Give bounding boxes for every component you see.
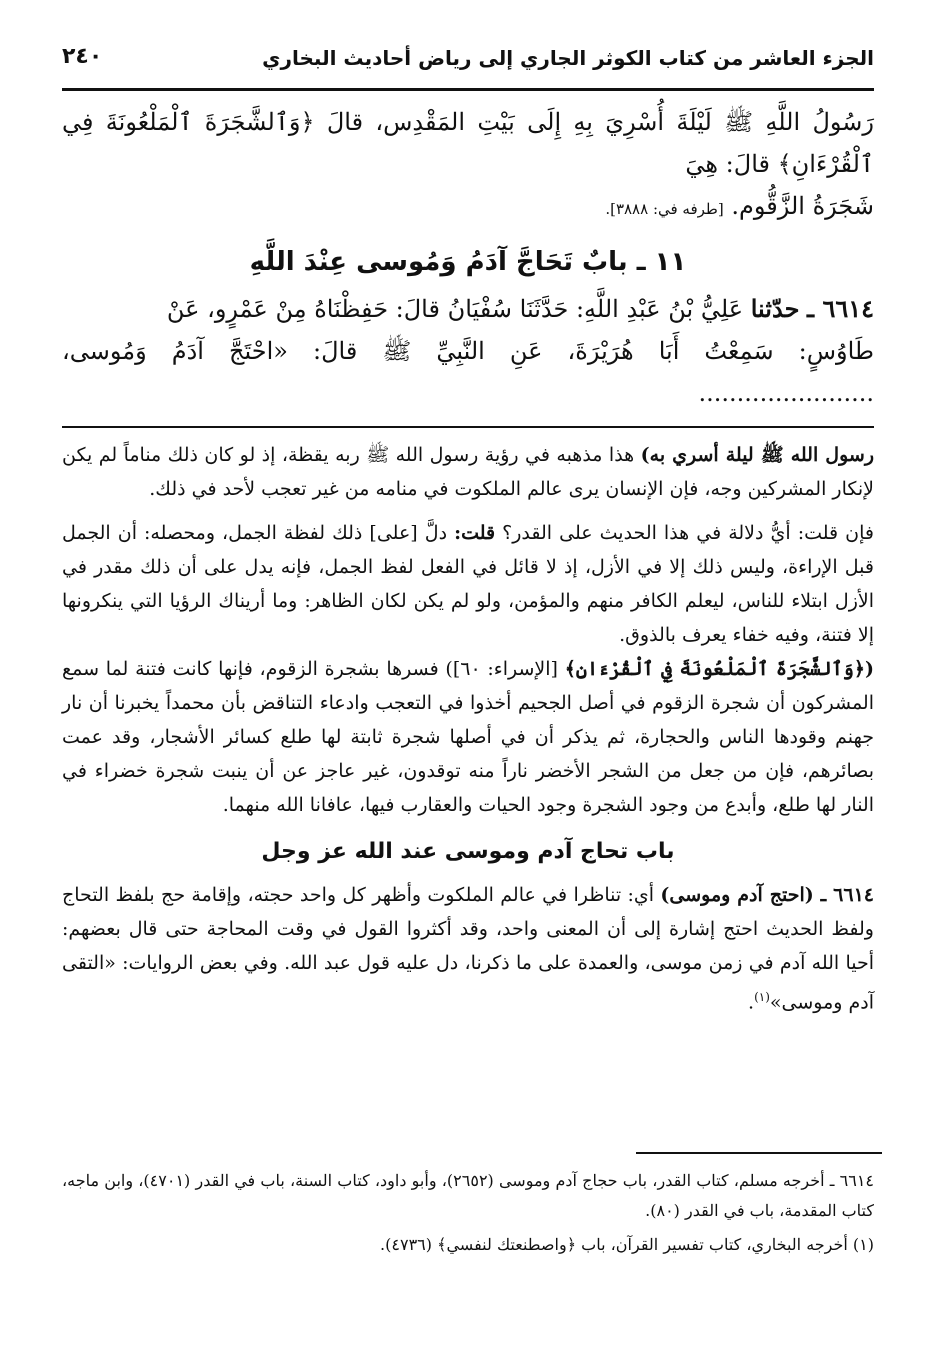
commentary-text: أي: تناظرا في عالم الملكوت وأظهر كل واحد حجته، وإقامة حج بلفظ التحاج ولفظ الحديث احتج إشارة إلى أن المعنى واحد، وقد أكثروا القول في وقت المحاجة حتى قال بعضهم: أحيا الله آدم في زمن موسى، والعمدة على ما ذكرنا، دل عليه قول عبد الله. وفي بعض الروايات: «التقى آدم وموسى» bbox=[62, 884, 874, 1014]
commentary-lemma: (﴿وَٱلشَّجَرَةَ ٱلْمَلْعُونَةَ فِي ٱلْقُرْءَانِ﴾ bbox=[564, 658, 874, 680]
page-header bbox=[62, 38, 874, 88]
footnote-ref: (١) bbox=[754, 990, 770, 1004]
hadith-lead: حدّثنا bbox=[750, 294, 800, 323]
page-number: ٢٤٠ bbox=[62, 44, 103, 69]
ellipsis-dots: ....................... bbox=[698, 379, 874, 407]
commentary-paragraph bbox=[62, 516, 874, 652]
commentary-lemma: قلت: bbox=[454, 522, 496, 544]
commentary-paragraph bbox=[62, 652, 874, 822]
footnote-rule bbox=[636, 1152, 882, 1154]
page bbox=[62, 38, 874, 1019]
footnotes bbox=[62, 1166, 874, 1264]
commentary-text: . bbox=[748, 991, 755, 1014]
footnote: ٦٦١٤ ـ أخرجه مسلم، كتاب القدر، باب حجاج آدم وموسى (٢٦٥٢)، وأبو داود، كتاب السنة، باب في القدر (٤٧٠١)، وابن ماجه، كتاب المقدمة، باب في القدر (٨٠). bbox=[62, 1171, 874, 1220]
chapter-title: ١١ ـ بابٌ تَحَاجَّ آدَمُ وَمُوسى عِنْدَ اللَّهِ bbox=[249, 247, 687, 277]
commentary-paragraph bbox=[62, 438, 874, 506]
hadith-6614 bbox=[62, 288, 874, 414]
commentary-text: [الإسراء: ٦٠]) فسرها بشجرة الزقوم، فإنها كانت فتنة لما سمع المشركون أن شجرة الزقوم في أصل الجحيم أخذوا في التعجب وادعاء التناقض بأن محمداً يخبرنا أن نار جهنم وقودها الناس والحجارة، ثم يذكر أن في أصلها شجرة ثابتة لها طلع كسائر الأشجار، وقد عمت بصائرهم، فإن من جعل من الشجر الأخضر ناراً منه توقدون، غير عاجز عن أن ينبت شجرة خضراء في النار لها طلع، وأبدع من وجود الشجرة وجود الحيات والعقارب فيها، عافانا الله منهما. bbox=[62, 658, 874, 816]
commentary bbox=[62, 438, 874, 1019]
commentary-chapter-title: باب تحاج آدم وموسى عند الله عز وجل bbox=[261, 839, 675, 864]
commentary-paragraph bbox=[62, 878, 874, 1019]
commentary-lemma: ٦٦١٤ ـ (احتج آدم وموسى) bbox=[660, 884, 874, 906]
hadith-6614-line-2: طَاوُسٍ: سَمِعْتُ أَبَا هُرَيْرَةَ، عَنِ النَّبِيِّ ﷺ قالَ: «احْتَجَّ آدَمُ وَمُوسى، bbox=[62, 337, 874, 365]
hadith-number: ٦٦١٤ ـ bbox=[807, 294, 874, 323]
footnote: (١) أخرجه البخاري، كتاب تفسير القرآن، باب ﴿واصطنعتك لنفسي﴾ (٤٧٣٦). bbox=[380, 1235, 874, 1254]
hadith-line-2: شَجَرَةُ الزَّقُّوم. bbox=[731, 192, 874, 220]
hadith-continuation bbox=[62, 101, 874, 230]
hadith-6614-line-1: عَلِيُّ بْنُ عَبْدِ اللَّهِ: حَدَّثَنَا سُفْيَانُ قالَ: حَفِظْنَاهُ مِنْ عَمْرٍو، عَنْ bbox=[166, 295, 744, 323]
tarf-note: [طرفه في: ٣٨٨٨]. bbox=[605, 200, 724, 218]
hadith-line-1: رَسُولُ اللَّهِ ﷺ لَيْلَةَ أُسْرِيَ بِهِ إِلَى بَيْتِ المَقْدِس، قالَ ﴿وَٱلشَّجَرَةَ ٱلْمَلْعُونَةَ فِي ٱلْقُرْءَانِ﴾ قالَ: هِيَ bbox=[62, 108, 874, 178]
commentary-text: دلَّ [على] ذلك لفظة الجمل، ومحصله: أن الجمل قبل الإراءة، وليس ذلك إلا في الأزل، إذ لا قائل في الفعل لفظ الجمل، فإنه يدل على أن ذلك مقدر في الأزل ابتلاء للناس، ليعلم الكافر منهم والمؤمن، ولو لم يكن لكان الظاهر: وما أريناك الرؤيا التي ينكرونها إلا فتنة، وفيه خفاء يعرف بالذوق. bbox=[62, 522, 874, 646]
commentary-text: فإن قلت: أيُّ دلالة في هذا الحديث على القدر؟ bbox=[502, 522, 874, 544]
commentary-text: هذا مذهبه في رؤية رسول الله ﷺ ربه يقظة، إذ لو كان ذلك مناماً لم يكن لإنكار المشركين وجه، فإن الإنسان يرى عالم الملكوت في منامه من غير تعجب لأحد في ذلك. bbox=[62, 444, 874, 500]
commentary-lemma: رسول الله ﷺ ليلة أسري به) bbox=[640, 444, 874, 466]
running-title: الجزء العاشر من كتاب الكوثر الجاري إلى رياض أحاديث البخاري bbox=[262, 46, 874, 70]
